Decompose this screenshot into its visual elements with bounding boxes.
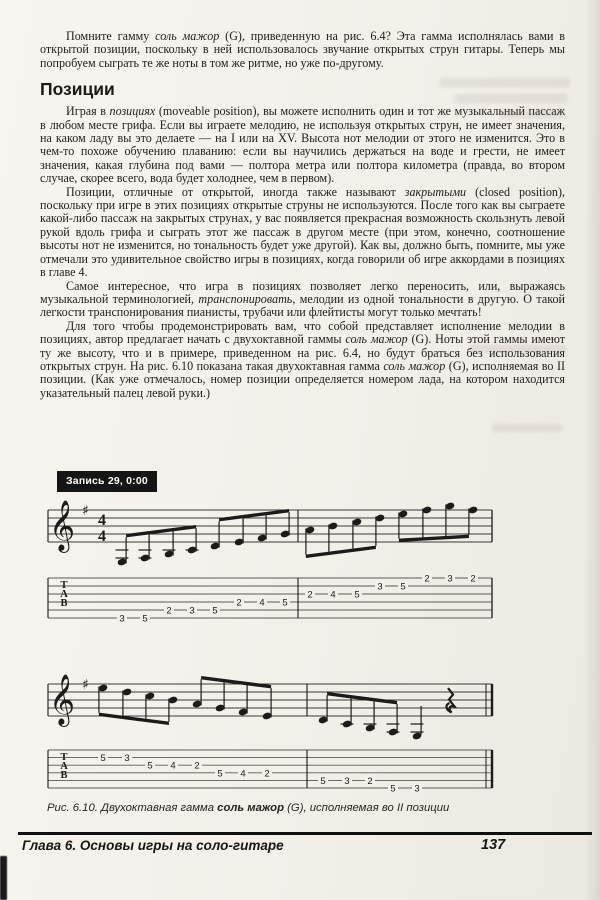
scan-edge-artifact [0,856,7,900]
fret-number: 5 [212,605,218,617]
beam [126,525,196,537]
beam [399,535,469,542]
fret-number: 2 [236,597,242,609]
svg-text:A: A [60,761,68,772]
notation-system-descending [40,668,510,800]
fret-number: 5 [217,768,223,780]
text-segment: (G), исполняемая во II позиции [284,802,450,814]
fret-number: 2 [307,589,313,601]
paragraph [40,105,565,185]
beam [306,546,376,558]
svg-text:4: 4 [98,528,106,545]
fret-number: 5 [354,589,360,601]
text-segment: Самое интересное, что игра в позициях позволяет легко переносить, или, выражаясь музыкальной терминологией, [40,278,565,306]
fret-number: 3 [119,613,125,625]
fret-number: 4 [240,768,246,780]
fret-number: 4 [170,760,176,772]
recording-badge: Запись 29, 0:00 [57,471,157,492]
key-signature-sharp-icon [82,677,89,693]
fret-number: 2 [367,775,373,787]
page-edge-shadow [584,0,600,900]
footer-chapter-title: Глава 6. Основы игры на соло-гитаре [22,838,284,853]
treble-clef-icon [49,500,75,553]
text-segment: соль мажор [345,332,408,347]
beam [201,676,271,688]
text-segment: (G), исполняемая во II позиции. (Как уже отмечалось, номер позиции определяется номером лада, на котором находится указательный палец левой руки.) [40,358,566,400]
time-signature [98,512,106,545]
svg-text:B: B [60,598,68,609]
svg-text:A: A [60,589,68,600]
fret-number: 2 [264,768,270,780]
text-segment: (G), приведенную на рис. 6.4? Эта гамма исполнялась вами в открытой позиции, поскольку в ней использовалось звучание открытых струн гитары. Теперь мы попробуем сыграть те же ноты в том же ритме, но уже по-другому. [40,29,565,70]
svg-text:♯: ♯ [82,677,89,693]
fret-number: 3 [414,783,420,795]
text-segment: закрытыми [404,184,467,199]
text-segment: (moveable position), вы можете исполнить один и тот же музыкальный пассаж в любом месте грифа. Если вы играете мелодию, не используя открытых струн, не имеет значения, на каком ладу вы это делаете — на I или на XV. Высота нот мелодии от этого не изменится. Это в чем-то похоже обучению плаванию: если вы научились держаться на воде и грести, не имеет значения, какая глубина под вами — полтора метра или полтора километра (правда, во втором случае, скорее всего, вода будет холоднее, чем в первом). [40,104,565,186]
bleed-through-artifact [492,424,562,432]
paragraph [40,320,565,400]
fret-number: 5 [390,783,396,795]
text-segment: позициях [109,104,156,119]
fret-number: 5 [142,613,148,625]
paragraph [40,30,565,70]
svg-text:T: T [60,580,68,591]
text-segment: Помните гамму [66,29,156,43]
footer-rule [18,832,592,835]
fret-number: 5 [282,597,288,609]
text-segment: соль мажор [155,29,220,43]
svg-text:𝄞: 𝄞 [49,674,76,725]
beam [219,509,289,521]
fret-number: 5 [320,775,326,787]
paragraph [40,280,565,320]
paragraph [40,186,565,280]
svg-text:4: 4 [98,512,106,529]
text-segment: (G). Ноты этой гаммы имеют ту же высоту, что и в примере, приведенном на рис. 6.4, но будут браться без использования открытых струн. На рис. 6.10 показана такая двухоктавная гамма [40,332,566,373]
fret-number: 5 [400,581,406,593]
treble-clef-icon [49,674,75,727]
fret-number: 5 [100,753,106,765]
bleed-through-artifact [470,345,566,353]
beam [99,713,169,725]
bleed-through-artifact [500,110,565,118]
svg-text:B: B [60,770,68,781]
text-segment: транспонировать [198,291,293,306]
svg-text:♯: ♯ [82,503,89,519]
text-segment: (closed position), поскольку при игре в этих позициях открытые струны не используются. После того как вы сыграете какой-либо пассаж на закрытых струнах, у вас появляется прекрасная возможность скользнуть левой рукой вдоль грифа и сыграть этот же пассаж в другом месте (при этом, конечно, соотношение высоты нот не изменится, но тональность будет уже другой). Как вы, должно быть, помните, мы уже отмечали это удивительное свойство игры в позициях, когда говорили об игре аккордами в позициях в главе 4. [40,184,565,280]
text-segment: Рис. 6.10. Двухоктавная гамма [47,802,218,814]
tab-clef [60,752,68,781]
fret-number: 3 [344,775,350,787]
fret-number: 2 [424,573,430,585]
svg-text:𝄞: 𝄞 [49,500,76,551]
bleed-through-artifact [455,94,567,103]
page-number: 137 [481,837,506,853]
fret-number: 4 [330,589,336,601]
beam [327,692,397,704]
text-segment: Позиции, отличные от открытой, иногда также называют [66,184,405,199]
fret-number: 5 [147,760,153,772]
text-segment: , мелодии из одной тональности в другую. О такой легкости транспонирования пианисты, трубачи или флейтисты могут только мечтать! [40,291,565,320]
fret-number: 3 [189,605,195,617]
notation-system-ascending [40,498,510,628]
fret-number: 4 [259,597,265,609]
fret-number: 2 [470,573,476,585]
staff-lines [48,684,492,716]
fret-number: 2 [194,760,200,772]
fret-number: 3 [447,573,453,585]
text-segment: соль мажор [383,358,446,373]
text-segment: Для того чтобы продемонстрировать вам, что собой представляет исполнение мелодии в позициях, автор предлагает начать с двухоктавной гаммы [40,318,565,347]
text-segment: соль мажор [217,802,284,814]
text-segment: Играя в [66,104,110,119]
key-signature-sharp-icon [82,503,89,519]
svg-text:T: T [60,752,68,763]
fret-number: 2 [166,605,172,617]
section-heading: Позиции [40,79,115,100]
bleed-through-artifact [440,78,570,87]
figure-caption [47,802,449,814]
fret-number: 3 [124,753,130,765]
fret-number: 3 [377,581,383,593]
tab-clef [60,580,68,609]
